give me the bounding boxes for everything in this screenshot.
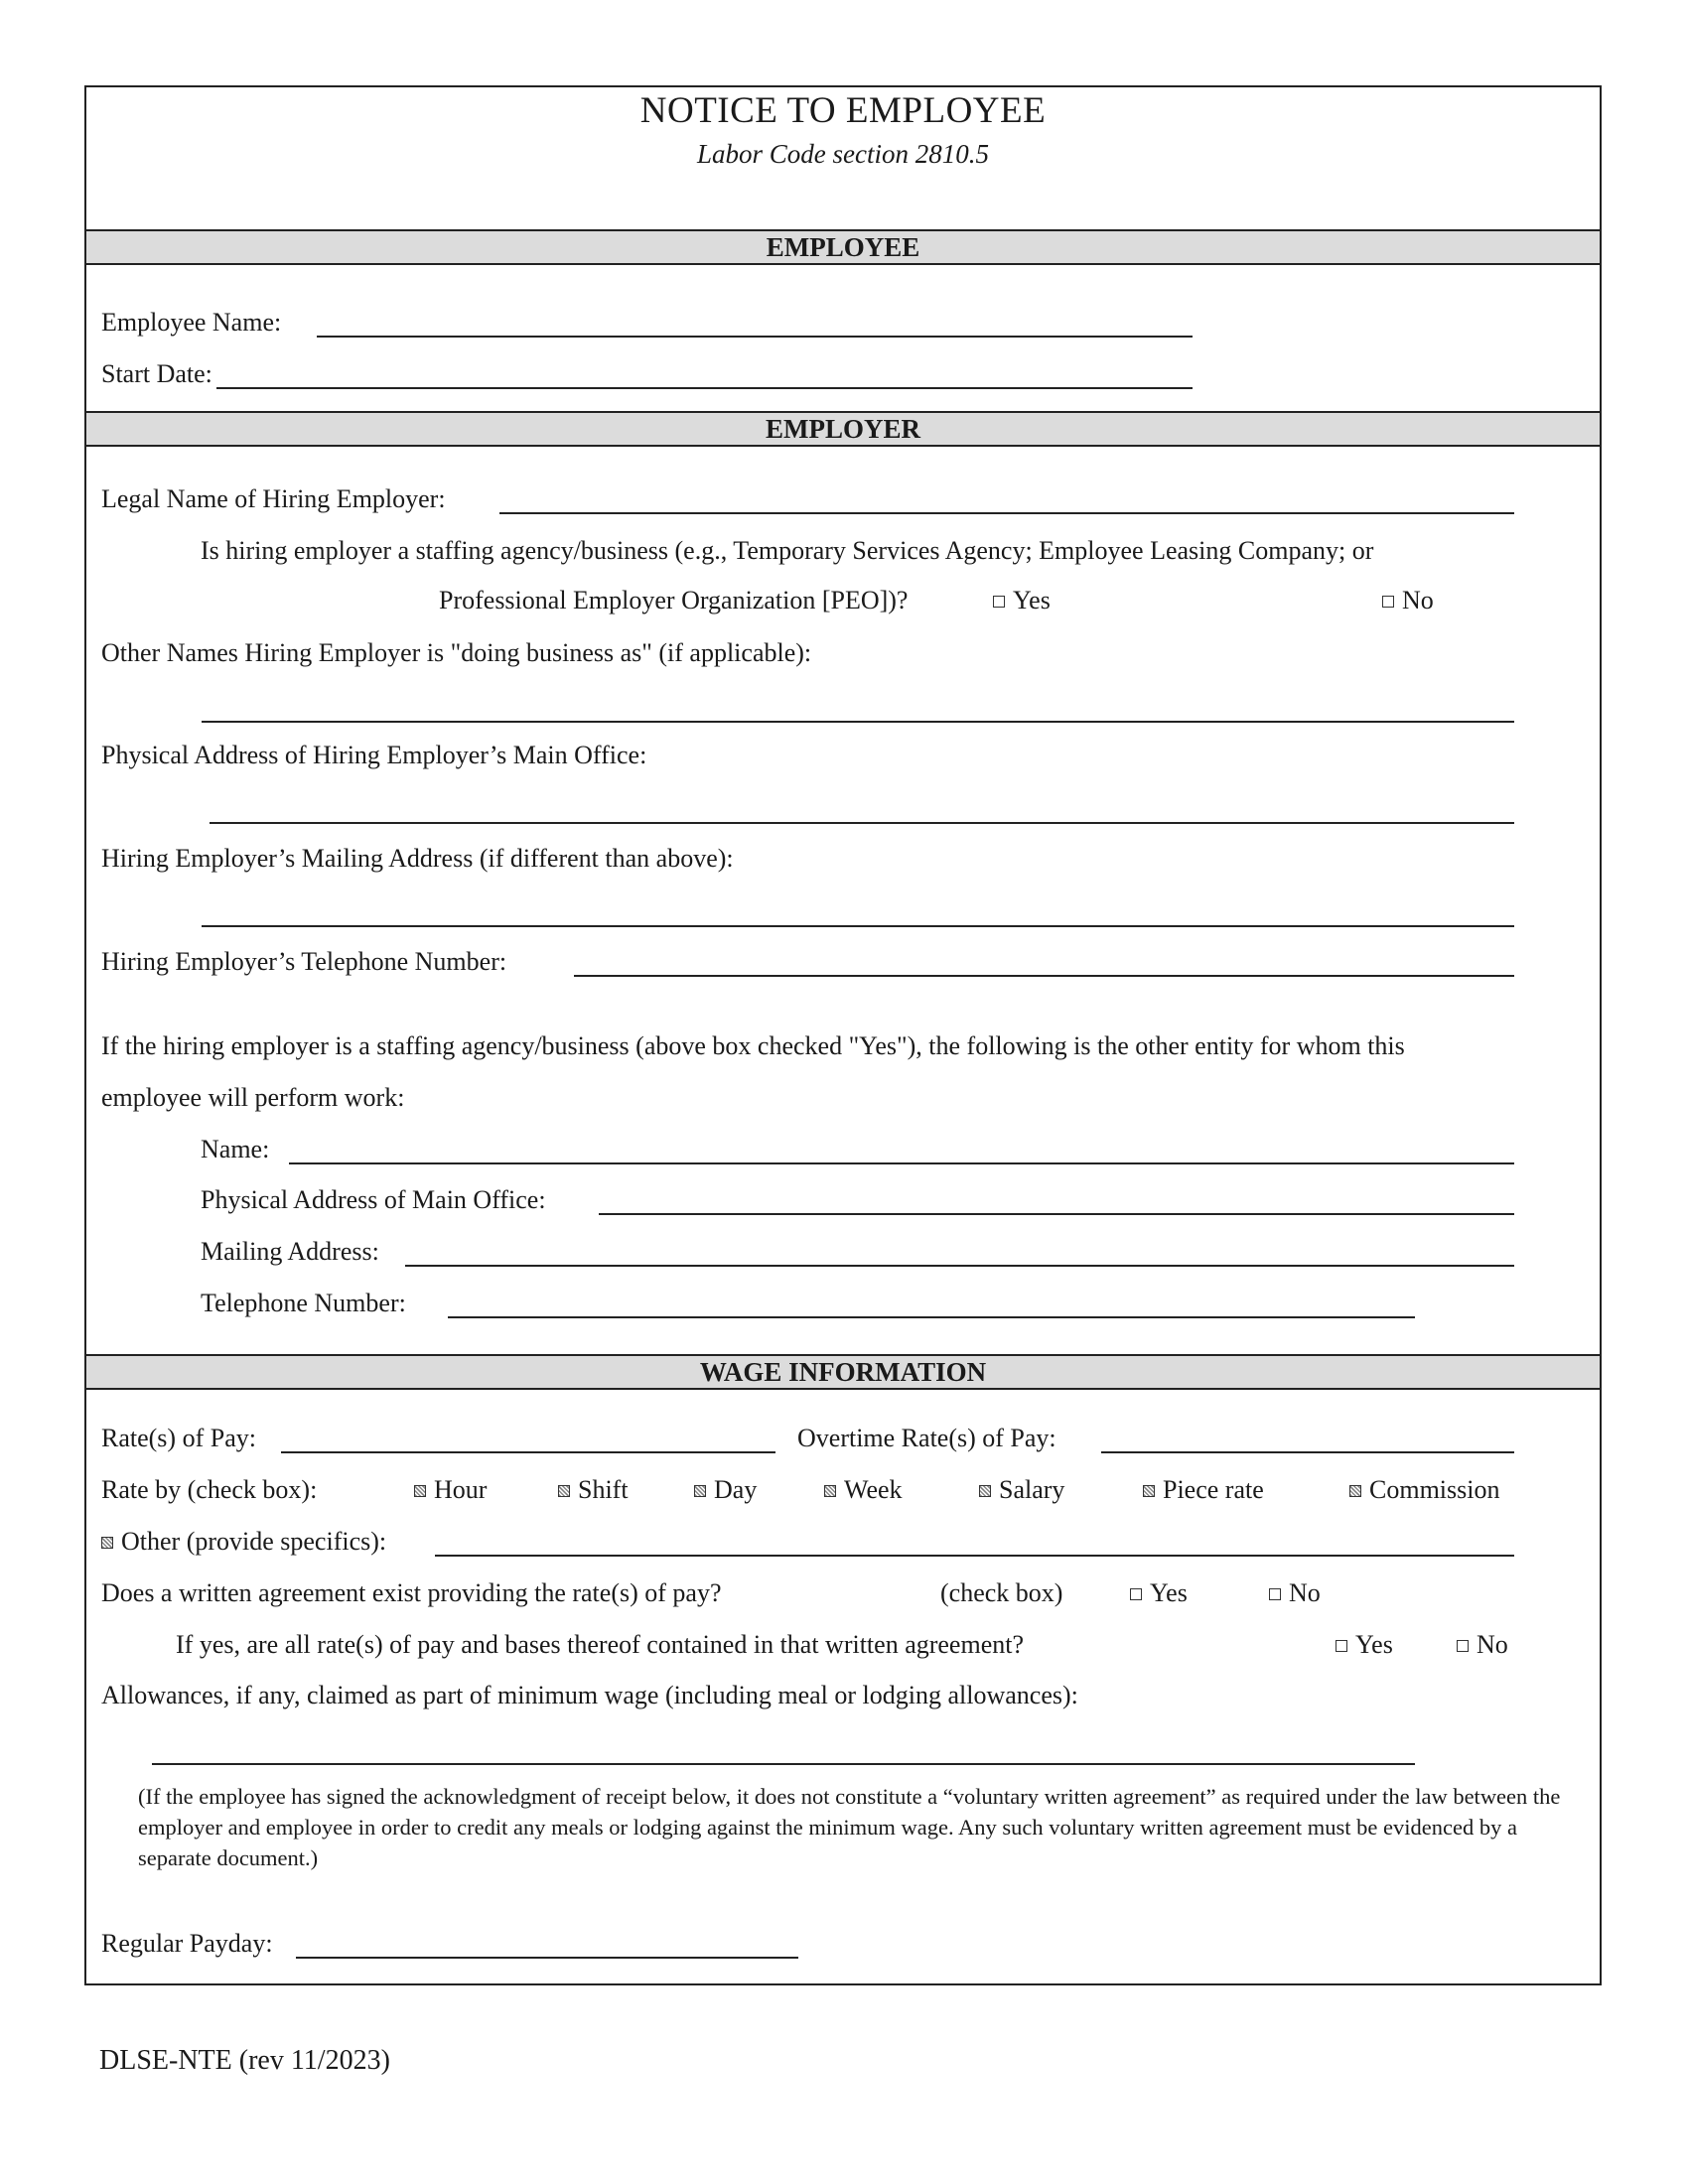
- contained-yes-option[interactable]: [1336, 1630, 1393, 1660]
- other-entity-physical-field[interactable]: [599, 1213, 1514, 1215]
- commission-label: Commission: [1369, 1475, 1500, 1504]
- other-label: Other (provide specifics):: [121, 1527, 387, 1556]
- rate-option-salary[interactable]: [979, 1475, 1064, 1505]
- staffing-no-option[interactable]: [1382, 586, 1434, 615]
- agreement-yes-option[interactable]: [1130, 1578, 1188, 1608]
- rate-option-hour[interactable]: [414, 1475, 487, 1505]
- other-entity-name-field[interactable]: [289, 1162, 1514, 1164]
- telephone-label: Hiring Employer’s Telephone Number:: [101, 947, 507, 976]
- legal-name-label: Legal Name of Hiring Employer:: [101, 484, 446, 513]
- mailing-address-field[interactable]: [202, 925, 1514, 927]
- day-checkbox[interactable]: [694, 1485, 706, 1497]
- form-subtitle: Labor Code section 2810.5: [697, 139, 989, 169]
- rate-option-commission[interactable]: [1349, 1475, 1499, 1505]
- telephone-field[interactable]: [574, 975, 1514, 977]
- staffing-question-line2: Professional Employer Organization [PEO])?: [439, 586, 909, 614]
- rate-option-piece-rate[interactable]: [1143, 1475, 1264, 1505]
- staffing-yes-checkbox[interactable]: [993, 596, 1005, 608]
- dba-label: Other Names Hiring Employer is "doing business as" (if applicable):: [101, 638, 812, 667]
- agreement-no-option[interactable]: [1269, 1578, 1321, 1608]
- staffing-no-label: No: [1402, 586, 1434, 614]
- contained-question: If yes, are all rate(s) of pay and bases thereof contained in that written agreement?: [176, 1630, 1025, 1659]
- commission-checkbox[interactable]: [1349, 1485, 1361, 1497]
- acknowledgment-note: (If the employee has signed the acknowledgment of receipt below, it does not constitute a “voluntary written agreement” as required under the law between the employer and employee in order to credit any meals or lodging against the minimum wage. Any such voluntary written agreement must be evidenced by a separate document.): [138, 1784, 1561, 1870]
- wage-section-heading: WAGE INFORMATION: [86, 1354, 1600, 1390]
- other-entity-name-label: Name:: [201, 1135, 270, 1163]
- other-entity-telephone-label: Telephone Number:: [201, 1289, 406, 1317]
- shift-label: Shift: [578, 1475, 629, 1504]
- contained-no-checkbox[interactable]: [1457, 1640, 1469, 1652]
- physical-address-field[interactable]: [210, 822, 1514, 824]
- legal-name-field[interactable]: [499, 512, 1514, 514]
- hour-checkbox[interactable]: [414, 1485, 426, 1497]
- other-entity-mailing-field[interactable]: [405, 1265, 1514, 1267]
- rate-option-day[interactable]: [694, 1475, 757, 1505]
- overtime-rate-field[interactable]: [1101, 1451, 1514, 1453]
- salary-label: Salary: [999, 1475, 1065, 1504]
- other-entity-mailing-label: Mailing Address:: [201, 1237, 379, 1266]
- staffing-yes-option[interactable]: [993, 586, 1051, 615]
- staffing-question-line1: Is hiring employer a staffing agency/business (e.g., Temporary Services Agency; Employee Leasing Company; or: [201, 536, 1374, 565]
- contained-no-label: No: [1477, 1630, 1508, 1659]
- check-box-hint: (check box): [940, 1578, 1063, 1607]
- employer-section-heading: EMPLOYER: [86, 411, 1600, 447]
- week-label: Week: [844, 1475, 903, 1504]
- form-title: NOTICE TO EMPLOYEE: [639, 90, 1047, 131]
- rate-of-pay-field[interactable]: [281, 1451, 775, 1453]
- agreement-question: Does a written agreement exist providing the rate(s) of pay?: [101, 1578, 722, 1607]
- form-id-footer: DLSE-NTE (rev 11/2023): [99, 2045, 390, 2076]
- notice-form: [84, 85, 1602, 1985]
- staffing-note-line2: employee will perform work:: [101, 1083, 405, 1112]
- staffing-no-checkbox[interactable]: [1382, 596, 1394, 608]
- mailing-address-label: Hiring Employer’s Mailing Address (if different than above):: [101, 844, 734, 873]
- rate-option-shift[interactable]: [558, 1475, 629, 1505]
- piece-rate-label: Piece rate: [1163, 1475, 1264, 1504]
- salary-checkbox[interactable]: [979, 1485, 991, 1497]
- employee-name-field[interactable]: [317, 336, 1193, 338]
- rate-by-label: Rate by (check box):: [101, 1475, 318, 1504]
- staffing-note-line1: If the hiring employer is a staffing agency/business (above box checked "Yes"), the following is the other entity for whom this: [101, 1031, 1405, 1060]
- shift-checkbox[interactable]: [558, 1485, 570, 1497]
- week-checkbox[interactable]: [824, 1485, 836, 1497]
- other-entity-telephone-field[interactable]: [448, 1316, 1415, 1318]
- rate-option-other[interactable]: [101, 1527, 386, 1557]
- start-date-label: Start Date:: [101, 359, 212, 388]
- hour-label: Hour: [434, 1475, 488, 1504]
- allowances-label: Allowances, if any, claimed as part of minimum wage (including meal or lodging allowances):: [101, 1681, 1078, 1709]
- agreement-no-checkbox[interactable]: [1269, 1588, 1281, 1600]
- dba-field[interactable]: [202, 721, 1514, 723]
- rate-option-week[interactable]: [824, 1475, 903, 1505]
- contained-no-option[interactable]: [1457, 1630, 1508, 1660]
- overtime-rate-label: Overtime Rate(s) of Pay:: [797, 1424, 1056, 1452]
- regular-payday-field[interactable]: [296, 1957, 798, 1959]
- employee-section-heading: EMPLOYEE: [86, 229, 1600, 265]
- other-checkbox[interactable]: [101, 1537, 113, 1549]
- physical-address-label: Physical Address of Hiring Employer’s Main Office:: [101, 741, 647, 769]
- rate-of-pay-label: Rate(s) of Pay:: [101, 1424, 256, 1452]
- other-specifics-field[interactable]: [435, 1555, 1514, 1557]
- regular-payday-label: Regular Payday:: [101, 1929, 273, 1958]
- agreement-yes-label: Yes: [1150, 1578, 1188, 1607]
- piece-rate-checkbox[interactable]: [1143, 1485, 1155, 1497]
- contained-yes-checkbox[interactable]: [1336, 1640, 1347, 1652]
- other-entity-physical-label: Physical Address of Main Office:: [201, 1185, 546, 1214]
- staffing-yes-label: Yes: [1013, 586, 1051, 614]
- contained-yes-label: Yes: [1355, 1630, 1393, 1659]
- start-date-field[interactable]: [216, 387, 1193, 389]
- allowances-field[interactable]: [152, 1763, 1415, 1765]
- day-label: Day: [714, 1475, 758, 1504]
- agreement-no-label: No: [1289, 1578, 1321, 1607]
- employee-name-label: Employee Name:: [101, 308, 282, 337]
- agreement-yes-checkbox[interactable]: [1130, 1588, 1142, 1600]
